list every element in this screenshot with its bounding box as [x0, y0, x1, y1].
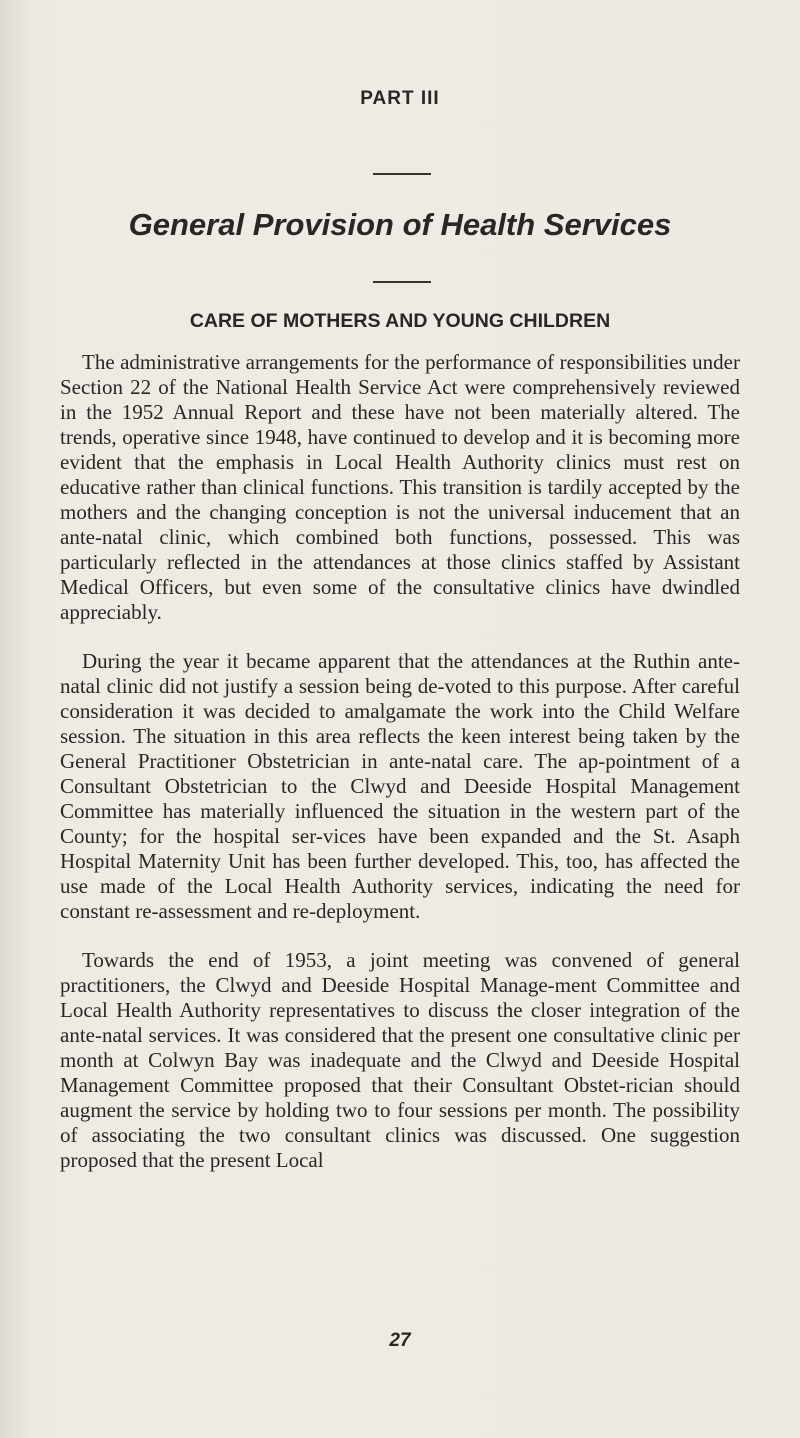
page-number: 27: [389, 1330, 411, 1351]
paragraph-1: The administrative arrangements for the performance of responsibilities under Section 22 of the National Health Service Act were comprehensively reviewed in the 1952 Annual Report and these have not been materially altered. The trends, operative since 1948, have continued to develop and it is becoming more evident that the emphasis in Local Health Authority clinics must rest on educative rather than clinical functions. This transition is tardily accepted by the mothers and the changing conception is not the universal inducement that an ante-natal clinic, which combined both functions, possessed. This was particularly reflected in the attendances at those clinics staffed by Assistant Medical Officers, but even some of the consultative clinics have dwindled appreciably.: [60, 350, 740, 624]
page-title: General Provision of Health Services: [128, 207, 672, 242]
section-heading: CARE OF MOTHERS AND YOUNG CHILDREN: [189, 310, 611, 332]
part-label: PART III: [360, 88, 440, 109]
divider-rule-top: [373, 173, 431, 175]
paragraph-3: Towards the end of 1953, a joint meeting was convened of general practitioners, the Clwyd and Deeside Hospital Manage-ment Committee and Local Health Authority representatives to discuss the closer integration of the ante-natal services. It was considered that the present one consultative clinic per month at Colwyn Bay was inadequate and the Clwyd and Deeside Hospital Management Committee proposed that their Consultant Obstet-rician should augment the service by holding two to four sessions per month. The possibility of associating the two consultant clinics was discussed. One suggestion proposed that the present Local: [60, 948, 740, 1172]
divider-rule-bottom: [373, 281, 431, 283]
paragraph-2: During the year it became apparent that the attendances at the Ruthin ante-natal clinic did not justify a session being de-voted to this purpose. After careful consideration it was decided to amalgamate the work into the Child Welfare session. The situation in this area reflects the keen interest being taken by the General Practitioner Obstetrician in ante-natal care. The ap-pointment of a Consultant Obstetrician to the Clwyd and Deeside Hospital Management Committee has materially influenced the situation in the western part of the County; for the hospital ser-vices have been expanded and the St. Asaph Hospital Maternity Unit has been further developed. This, too, has affected the use made of the Local Health Authority services, indicating the need for constant re-assessment and re-deployment.: [60, 649, 740, 923]
body-text: [60, 350, 740, 1197]
